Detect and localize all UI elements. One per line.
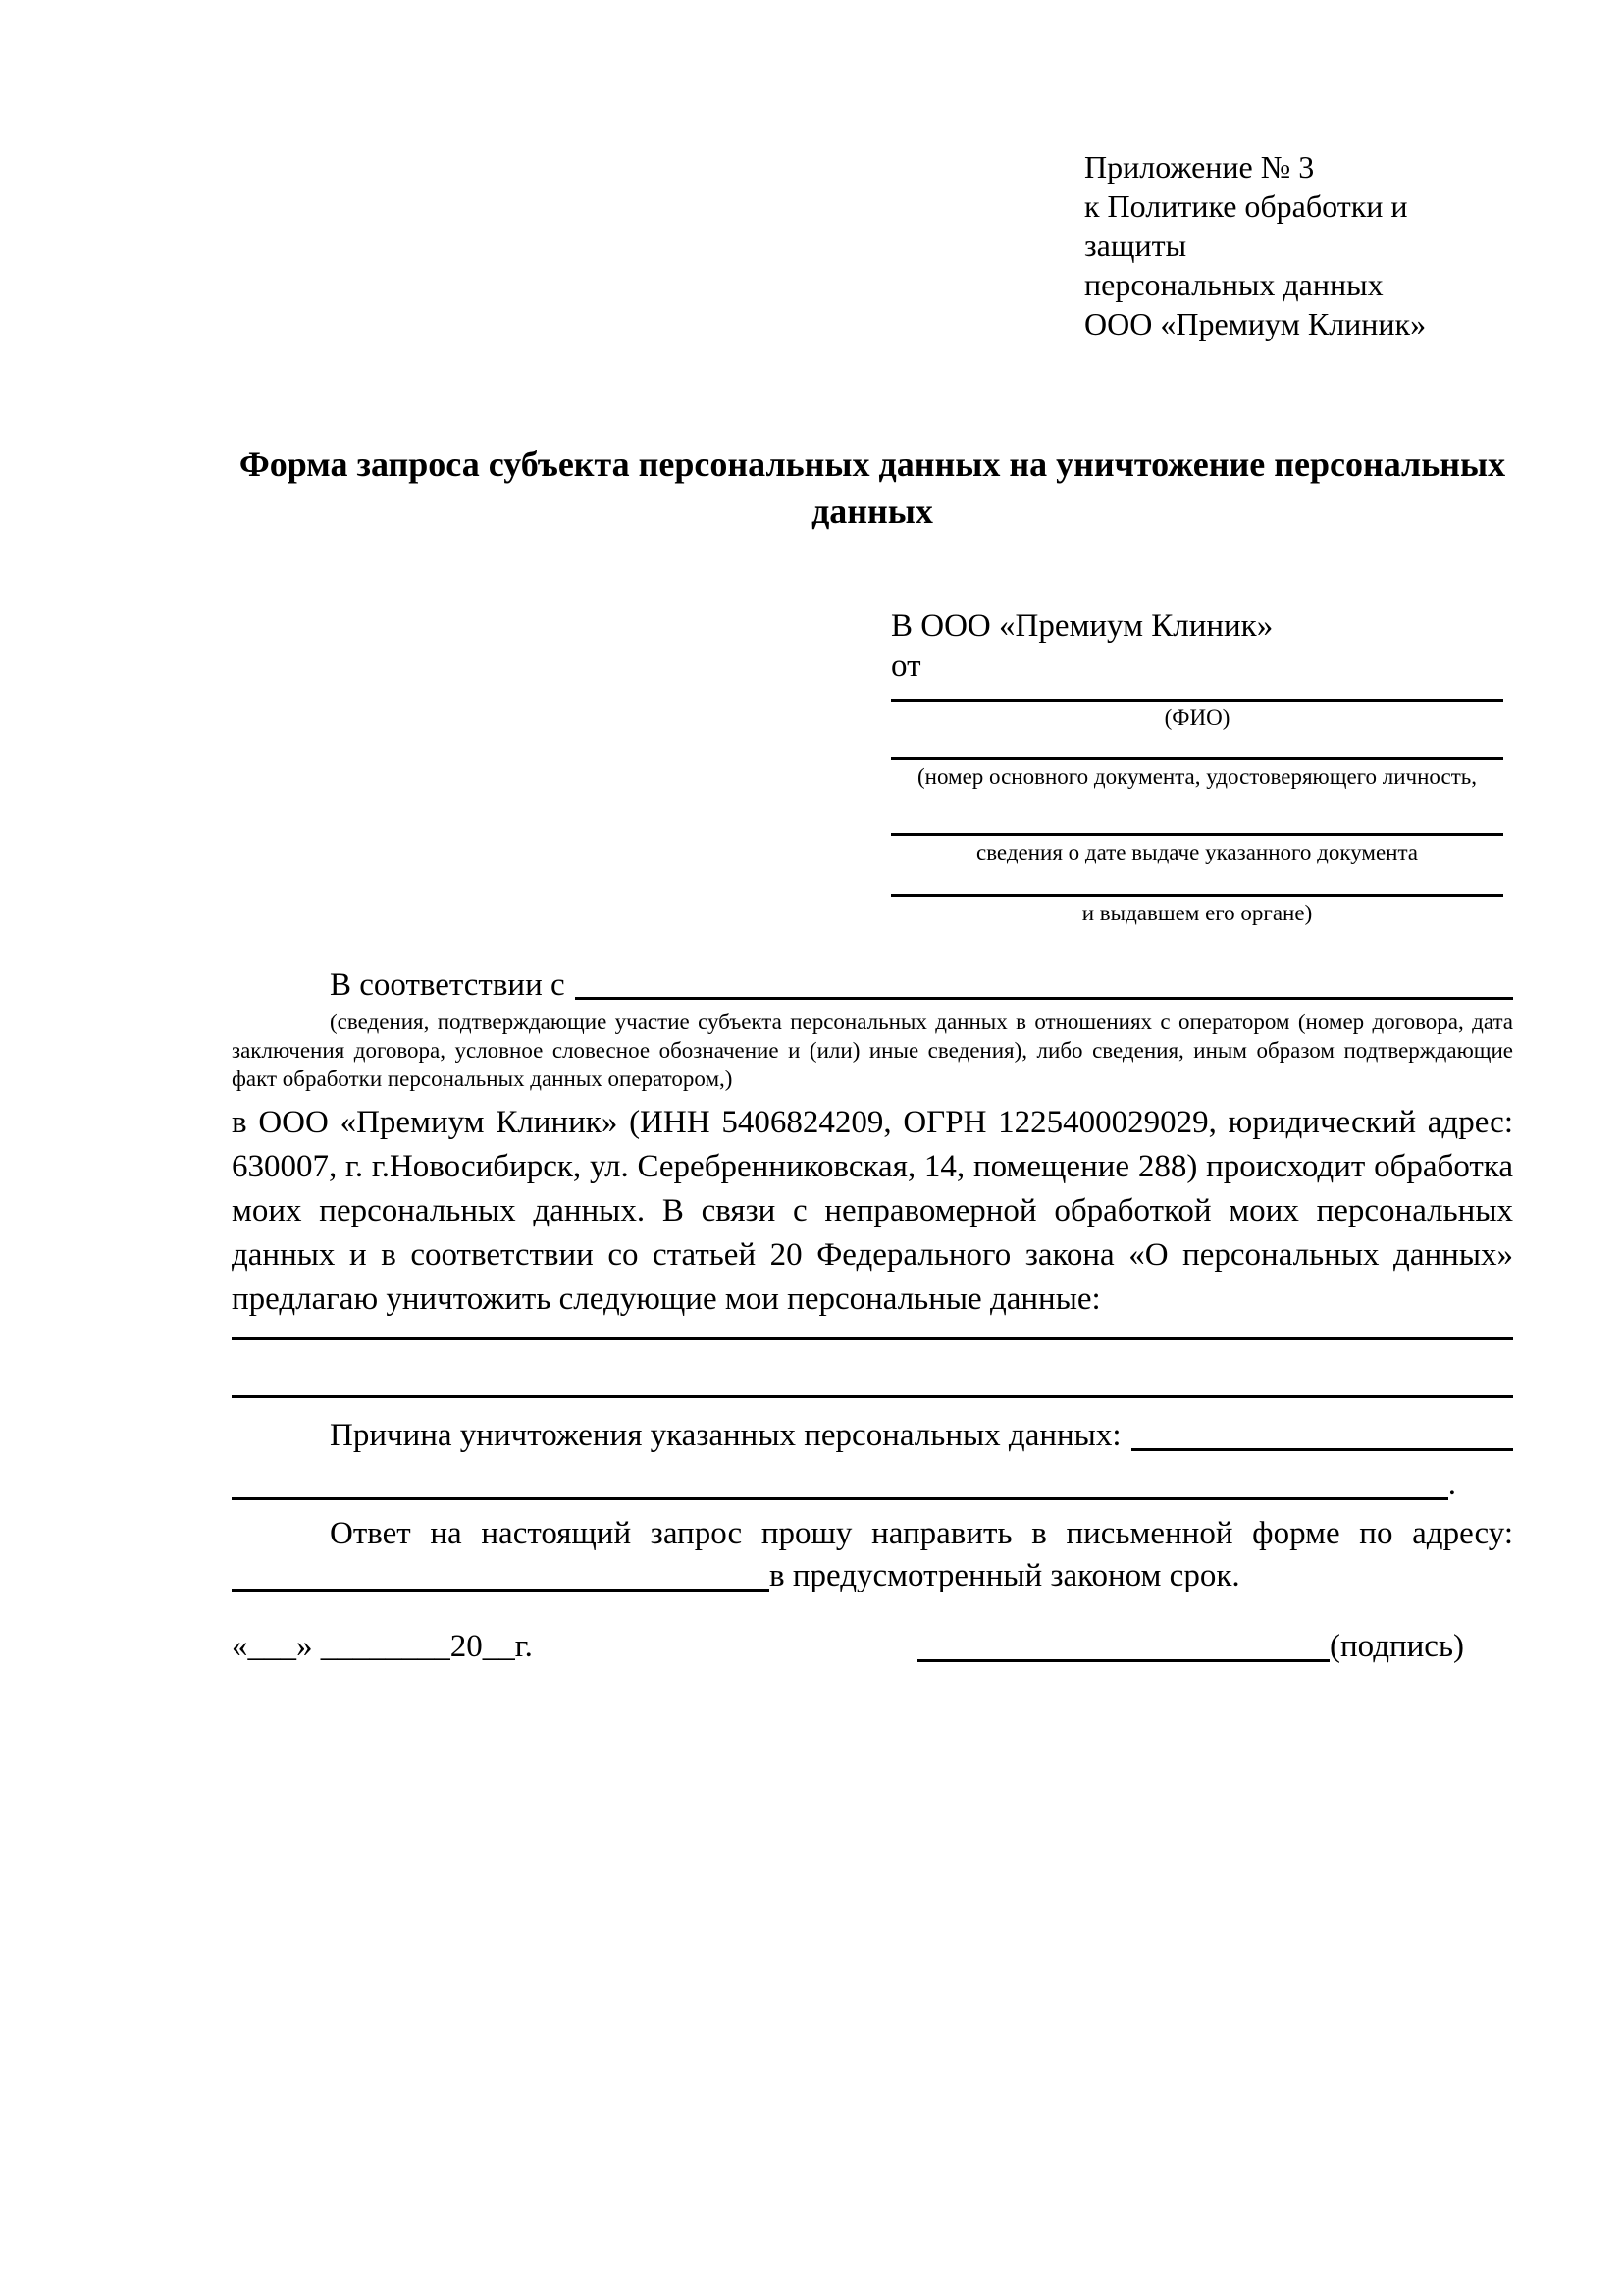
- doc-authority-caption: и выдавшем его органе): [1081, 901, 1313, 926]
- signature-caption: (подпись): [1330, 1629, 1464, 1665]
- addressee-to: В ООО «Премиум Клиник»: [891, 607, 1274, 644]
- data-blank-line-2: [232, 1395, 1513, 1398]
- response-request: Ответ на настоящий запрос прошу направить в письменной форме по адресу:: [330, 1515, 1513, 1551]
- main-paragraph: в ООО «Премиум Клиник» (ИНН 5406824209, ОГРН 1225400029029, юридический адрес: 630007, г. г.Новосибирск, ул. Серебренниковская, 14, помещение 288) происходит обработка моих персональных данных. В связи с неправомерной обработкой моих персональных данных и в соответствии со статьей 20 Федерального закона «О персональных данных» предлагаю уничтожить следующие мои персональные данные:: [232, 1105, 1513, 1317]
- addressee-block: [891, 606, 1503, 927]
- signature-group: [917, 1628, 1464, 1667]
- accordance-label: В соответствии с: [330, 966, 565, 1003]
- fio-caption: (ФИО): [1164, 705, 1230, 731]
- reason-row: [232, 1416, 1513, 1456]
- accordance-blank-line: [575, 997, 1513, 1000]
- appendix-header-line-2: к Политике обработки и защиты: [1084, 188, 1408, 263]
- footer-row: [232, 1628, 1513, 1667]
- address-blank-line: [232, 1589, 769, 1592]
- addressee-from-label: от: [891, 649, 921, 684]
- reason-line-terminator: .: [1447, 1467, 1456, 1503]
- form-title: Форма запроса субъекта персональных данных на уничтожение персональных данных: [238, 444, 1506, 531]
- data-blank-line-1: [232, 1337, 1513, 1340]
- accordance-row: [232, 966, 1513, 1006]
- appendix-header-line-4: ООО «Премиум Клиник»: [1084, 306, 1427, 341]
- response-address-row: [232, 1555, 1513, 1597]
- doc-issue-date-caption: сведения о дате выдаче указанного документа: [975, 840, 1419, 865]
- appendix-header-line-1: Приложение № 3: [1084, 149, 1315, 184]
- doc-number-caption: (номер основного документа, удостоверяющего личность,: [916, 763, 1477, 789]
- response-suffix: в предусмотренный законом срок.: [769, 1557, 1240, 1593]
- reason-continuation-row: [232, 1466, 1513, 1505]
- accordance-note: (сведения, подтверждающие участие субъекта персональных данных в отношениях с оператором (номер договора, дата заключения договора, условное словесное обозначение и (или) иные сведения), либо сведения, иным образом подтверждающие факт обработки персональных данных оператором,): [232, 1010, 1513, 1091]
- reason-blank-line: [1131, 1448, 1513, 1451]
- signature-blank-line: [917, 1659, 1330, 1662]
- appendix-header: [1084, 147, 1513, 343]
- reason-label: Причина уничтожения указанных персональных данных:: [330, 1417, 1122, 1453]
- date-field: «___» ________20__г.: [232, 1629, 533, 1665]
- appendix-header-line-3: персональных данных: [1084, 267, 1384, 302]
- reason-continuation-blank-line: [232, 1497, 1448, 1500]
